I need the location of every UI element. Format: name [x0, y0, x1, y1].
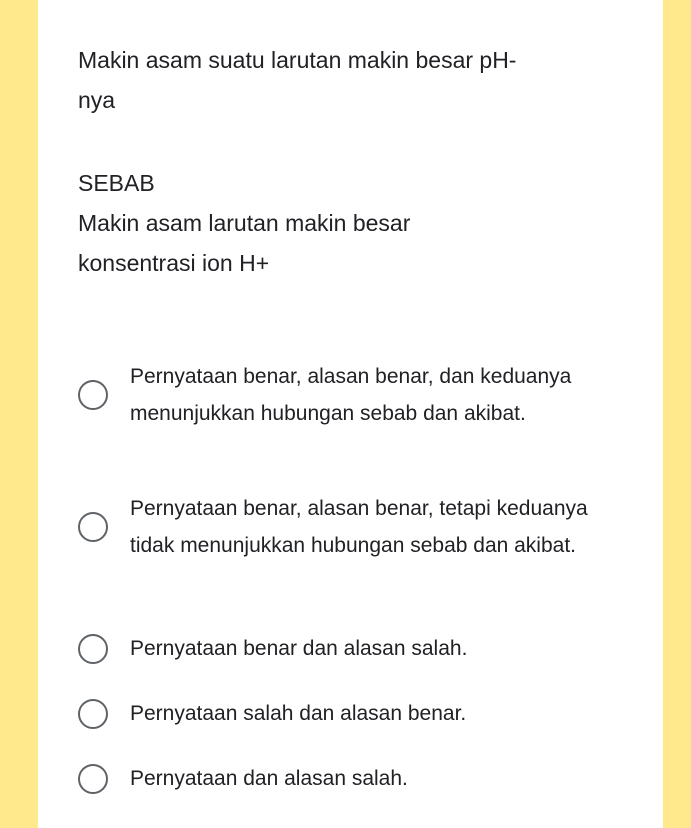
option-label: Pernyataan benar, alasan benar, dan keduanya menunjukkan hubungan sebab dan akibat. — [130, 365, 572, 425]
option-2[interactable] — [78, 490, 638, 564]
option-label: Pernyataan salah dan alasan benar. — [130, 702, 467, 725]
reason-line-2: konsentrasi ion H+ — [78, 250, 270, 276]
radio-button-icon[interactable] — [78, 634, 108, 664]
radio-button-icon[interactable] — [78, 699, 108, 729]
option-4[interactable] — [78, 695, 638, 732]
question-text — [78, 40, 638, 283]
radio-button-icon[interactable] — [78, 512, 108, 542]
statement-line-2: nya — [78, 87, 116, 113]
statement-line-1: Makin asam suatu larutan makin besar pH- — [78, 47, 517, 73]
connector-text: SEBAB — [78, 170, 155, 196]
option-label: Pernyataan benar dan alasan salah. — [130, 637, 468, 660]
reason-line-1: Makin asam larutan makin besar — [78, 210, 411, 236]
radio-button-icon[interactable] — [78, 764, 108, 794]
option-label: Pernyataan benar, alasan benar, tetapi keduanya tidak menunjukkan hubungan sebab dan akibat. — [130, 497, 588, 557]
radio-button-icon[interactable] — [78, 380, 108, 410]
option-1[interactable] — [78, 358, 638, 432]
option-3[interactable] — [78, 630, 638, 667]
question-card — [38, 0, 663, 828]
option-label: Pernyataan dan alasan salah. — [130, 767, 408, 790]
option-5[interactable] — [78, 760, 638, 797]
